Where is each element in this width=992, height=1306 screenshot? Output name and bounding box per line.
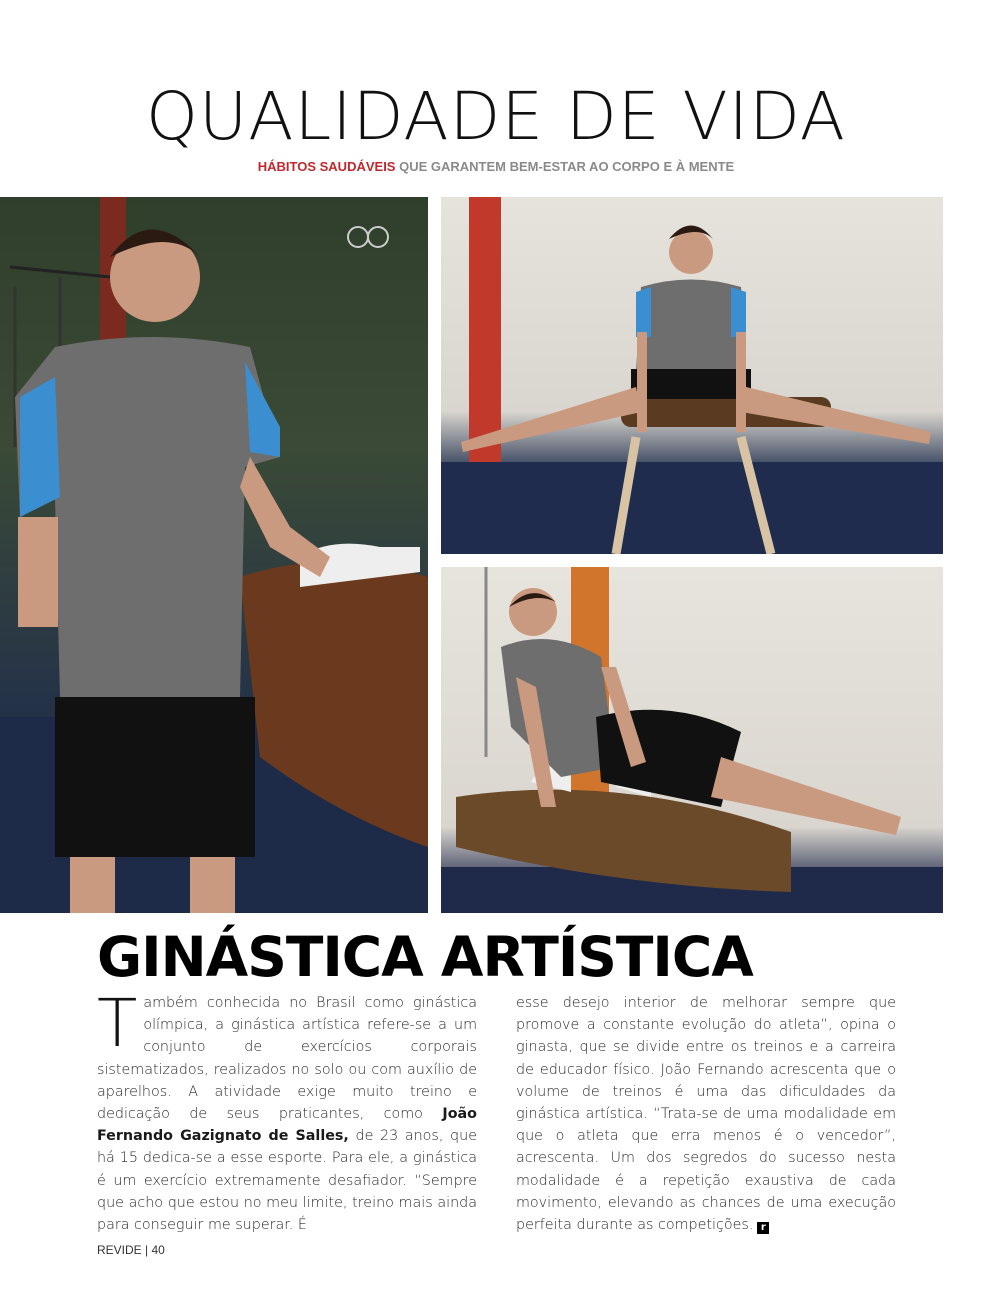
- article-title: GINÁSTICA ARTÍSTICA: [97, 925, 753, 989]
- col2-text: esse desejo interior de melhorar sempre que promove a constante evolução do atleta”, opina o ginasta, que se divide entre os treinos e a carreira de educador físico. João Fernando acrescenta que o volume de treinos é uma das dificuldades da ginástica artística. “Trata-se de uma modalidade em que o atleta que erra menos é o vencedor”, acrescenta. Um dos segredos do sucesso nesta modalidade é a repetição exaustiva de cada movimento, elevando as chances de uma execução perfeita durante as competições.: [516, 995, 896, 1234]
- athlete-name: João Fernando Gazignato de Salles,: [97, 1106, 477, 1145]
- article-column-2: [516, 992, 896, 1236]
- col1-text-part1: ambém conhecida no Brasil como ginástica olímpica, a ginástica artística refere-se a um conjunto de exercícios corporais sistematizados, realizados no solo ou com auxílio de aparelhos. A atividade exige muito treino e dedicação de seus praticantes, como: [97, 995, 477, 1123]
- col1-text-part2: de 23 anos, que há 15 dedica-se a esse esporte. Para ele, a ginástica é um exercício extremamente desafiador. “Sempre que acho que estou no meu limite, treino mais ainda para conseguir me superar. É: [97, 1128, 477, 1234]
- drop-cap: T: [97, 985, 138, 1062]
- photo-straddle-support: [441, 197, 943, 554]
- end-mark-icon: r: [757, 1222, 769, 1234]
- article-column-1: [97, 985, 477, 1236]
- section-title: QUALIDADE DE VIDA: [146, 78, 846, 155]
- photo-athlete-standing: [0, 197, 428, 913]
- photo-pommel-horse: [441, 567, 943, 913]
- section-subtitle: [0, 159, 992, 174]
- subtitle-highlight: HÁBITOS SAUDÁVEIS: [257, 159, 396, 174]
- page-folio: REVIDE | 40: [97, 1243, 165, 1257]
- subtitle-rest: QUE GARANTEM BEM-ESTAR AO CORPO E À MENTE: [399, 159, 735, 174]
